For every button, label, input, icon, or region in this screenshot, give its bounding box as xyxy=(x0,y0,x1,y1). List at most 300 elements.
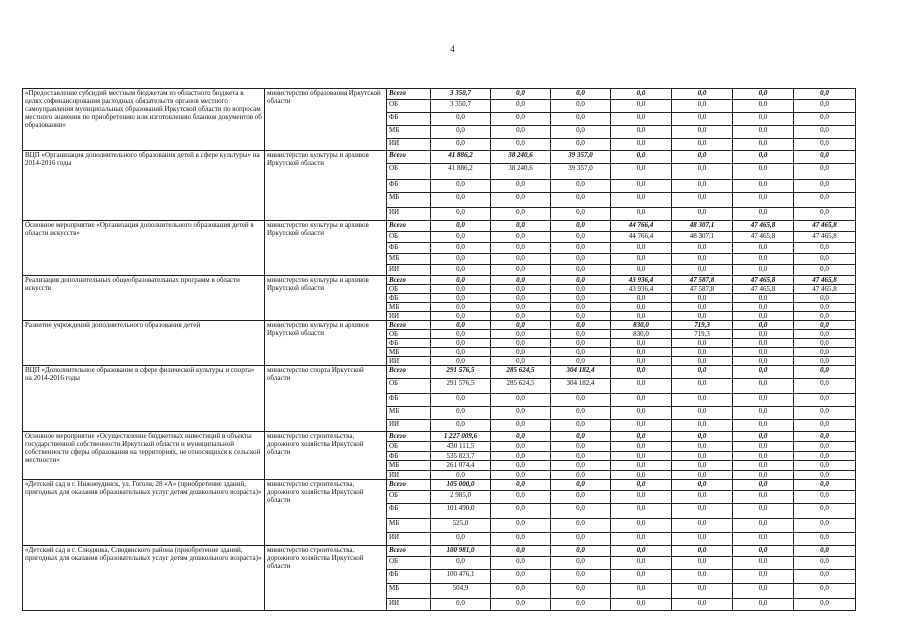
amount-cell: 0,0 xyxy=(551,243,611,254)
amount-cell: 0,0 xyxy=(794,321,856,330)
responsible-executor: министерство строительства, дорожного хозяйства Иркутской области xyxy=(265,432,387,480)
funding-source: ОБ xyxy=(387,557,431,570)
amount-cell: 0,0 xyxy=(491,285,551,294)
amount-cell: 0,0 xyxy=(672,471,733,480)
amount-cell: 0,0 xyxy=(611,570,672,584)
table-row-total xyxy=(23,221,856,232)
amount-cell: 44 766,4 xyxy=(611,221,672,232)
amount-cell: 0,0 xyxy=(611,139,672,151)
amount-cell: 0,0 xyxy=(733,379,794,394)
amount-cell: 0,0 xyxy=(431,339,491,348)
amount-cell: 0,0 xyxy=(794,113,856,126)
amount-cell: 0,0 xyxy=(672,557,733,570)
funding-source: ИИ xyxy=(387,139,431,151)
funding-source: ИИ xyxy=(387,208,431,221)
funding-source: ОБ xyxy=(387,285,431,294)
funding-source: Всего xyxy=(387,432,431,442)
amount-cell: 0,0 xyxy=(794,407,856,420)
amount-cell: 39 357,0 xyxy=(551,164,611,180)
funding-source: Всего xyxy=(387,89,431,100)
amount-cell: 0,0 xyxy=(611,546,672,557)
amount-cell: 0,0 xyxy=(611,243,672,254)
amount-cell: 0,0 xyxy=(491,139,551,151)
amount-cell: 0,0 xyxy=(794,330,856,339)
amount-cell: 0,0 xyxy=(794,480,856,491)
amount-cell: 0,0 xyxy=(491,420,551,432)
amount-cell: 0,0 xyxy=(672,584,733,599)
funding-source: ИИ xyxy=(387,420,431,432)
amount-cell: 0,0 xyxy=(794,265,856,276)
amount-cell: 0,0 xyxy=(551,519,611,533)
amount-cell: 0,0 xyxy=(611,348,672,357)
amount-cell: 0,0 xyxy=(672,461,733,471)
amount-cell: 0,0 xyxy=(733,420,794,432)
table-row-total xyxy=(23,151,856,164)
amount-cell: 0,0 xyxy=(551,254,611,265)
funding-source: ФБ xyxy=(387,504,431,519)
amount-cell: 0,0 xyxy=(551,348,611,357)
amount-cell: 0,0 xyxy=(611,491,672,504)
amount-cell: 3 350,7 xyxy=(431,100,491,113)
amount-cell: 0,0 xyxy=(672,139,733,151)
amount-cell: 0,0 xyxy=(672,113,733,126)
amount-cell: 0,0 xyxy=(794,584,856,599)
amount-cell: 105 000,0 xyxy=(431,480,491,491)
amount-cell: 0,0 xyxy=(611,357,672,366)
amount-cell: 47 465,8 xyxy=(733,232,794,243)
funding-source: МБ xyxy=(387,461,431,471)
amount-cell: 0,0 xyxy=(672,519,733,533)
amount-cell: 0,0 xyxy=(611,452,672,461)
amount-cell: 0,0 xyxy=(794,471,856,480)
amount-cell: 43 936,4 xyxy=(611,276,672,285)
funding-source: ФБ xyxy=(387,394,431,407)
amount-cell: 0,0 xyxy=(431,139,491,151)
amount-cell: 0,0 xyxy=(611,254,672,265)
funding-source: ИИ xyxy=(387,533,431,546)
amount-cell: 0,0 xyxy=(431,303,491,312)
amount-cell: 0,0 xyxy=(551,394,611,407)
amount-cell: 0,0 xyxy=(491,339,551,348)
amount-cell: 0,0 xyxy=(611,461,672,471)
amount-cell: 0,0 xyxy=(733,193,794,208)
amount-cell: 0,0 xyxy=(611,151,672,164)
responsible-executor: министерство спорта Иркутской области xyxy=(265,366,387,432)
amount-cell: 0,0 xyxy=(611,557,672,570)
funding-source: МБ xyxy=(387,254,431,265)
amount-cell: 0,0 xyxy=(491,89,551,100)
amount-cell: 0,0 xyxy=(672,243,733,254)
amount-cell: 0,0 xyxy=(733,312,794,321)
amount-cell: 0,0 xyxy=(611,533,672,546)
amount-cell: 0,0 xyxy=(794,303,856,312)
amount-cell: 0,0 xyxy=(672,394,733,407)
responsible-executor: министерство культуры и архивов Иркутской области xyxy=(265,321,387,366)
amount-cell: 0,0 xyxy=(551,452,611,461)
amount-cell: 0,0 xyxy=(611,407,672,420)
amount-cell: 0,0 xyxy=(431,321,491,330)
amount-cell: 0,0 xyxy=(794,357,856,366)
amount-cell: 0,0 xyxy=(491,546,551,557)
amount-cell: 0,0 xyxy=(672,339,733,348)
amount-cell: 0,0 xyxy=(733,546,794,557)
amount-cell: 0,0 xyxy=(551,546,611,557)
amount-cell: 0,0 xyxy=(733,407,794,420)
amount-cell: 535 823,7 xyxy=(431,452,491,461)
amount-cell: 0,0 xyxy=(794,89,856,100)
amount-cell: 0,0 xyxy=(491,461,551,471)
amount-cell: 0,0 xyxy=(431,471,491,480)
amount-cell: 0,0 xyxy=(431,533,491,546)
table-row-total xyxy=(23,546,856,557)
funding-source: Всего xyxy=(387,151,431,164)
funding-source: Всего xyxy=(387,276,431,285)
amount-cell: 100 981,0 xyxy=(431,546,491,557)
page-number: 4 xyxy=(450,44,455,54)
amount-cell: 0,0 xyxy=(611,303,672,312)
funding-source: ФБ xyxy=(387,452,431,461)
funding-source: ФБ xyxy=(387,113,431,126)
amount-cell: 48 307,1 xyxy=(672,232,733,243)
amount-cell: 0,0 xyxy=(491,100,551,113)
amount-cell: 100 476,1 xyxy=(431,570,491,584)
table-row-total xyxy=(23,89,856,100)
amount-cell: 0,0 xyxy=(551,461,611,471)
amount-cell: 0,0 xyxy=(491,504,551,519)
amount-cell: 0,0 xyxy=(551,232,611,243)
amount-cell: 0,0 xyxy=(551,491,611,504)
amount-cell: 0,0 xyxy=(733,303,794,312)
amount-cell: 0,0 xyxy=(733,480,794,491)
amount-cell: 0,0 xyxy=(431,348,491,357)
amount-cell: 0,0 xyxy=(551,321,611,330)
amount-cell: 0,0 xyxy=(431,407,491,420)
amount-cell: 0,0 xyxy=(672,208,733,221)
table-row-total xyxy=(23,321,856,330)
amount-cell: 304 182,4 xyxy=(551,379,611,394)
amount-cell: 830,0 xyxy=(611,321,672,330)
amount-cell: 0,0 xyxy=(733,208,794,221)
amount-cell: 0,0 xyxy=(672,452,733,461)
amount-cell: 0,0 xyxy=(794,180,856,193)
amount-cell: 0,0 xyxy=(551,330,611,339)
funding-source: ОБ xyxy=(387,100,431,113)
amount-cell: 0,0 xyxy=(672,357,733,366)
amount-cell: 525,0 xyxy=(431,519,491,533)
amount-cell: 0,0 xyxy=(733,294,794,303)
amount-cell: 0,0 xyxy=(794,294,856,303)
amount-cell: 0,0 xyxy=(611,113,672,126)
amount-cell: 0,0 xyxy=(733,432,794,442)
amount-cell: 0,0 xyxy=(794,100,856,113)
funding-source: ФБ xyxy=(387,180,431,193)
responsible-executor: министерство образования Иркутской области xyxy=(265,89,387,151)
amount-cell: 0,0 xyxy=(611,294,672,303)
amount-cell: 0,0 xyxy=(431,394,491,407)
amount-cell: 0,0 xyxy=(733,151,794,164)
activity-description: «Детский сад в г. Нижнеудинск, ул. Гоголя, 28 «А» (приобретение зданий, пригодных для оказания образовательных услуг детям дошкольного возраста)» xyxy=(23,480,265,546)
amount-cell: 0,0 xyxy=(491,533,551,546)
amount-cell: 0,0 xyxy=(551,557,611,570)
amount-cell: 0,0 xyxy=(794,151,856,164)
amount-cell: 0,0 xyxy=(733,321,794,330)
amount-cell: 0,0 xyxy=(733,89,794,100)
amount-cell: 0,0 xyxy=(611,89,672,100)
amount-cell: 0,0 xyxy=(733,126,794,139)
amount-cell: 0,0 xyxy=(491,557,551,570)
amount-cell: 0,0 xyxy=(491,471,551,480)
amount-cell: 0,0 xyxy=(551,339,611,348)
amount-cell: 0,0 xyxy=(611,480,672,491)
amount-cell: 0,0 xyxy=(672,164,733,180)
amount-cell: 0,0 xyxy=(551,113,611,126)
amount-cell: 0,0 xyxy=(672,303,733,312)
amount-cell: 0,0 xyxy=(611,442,672,452)
funding-source: ИИ xyxy=(387,471,431,480)
amount-cell: 0,0 xyxy=(733,339,794,348)
amount-cell: 0,0 xyxy=(794,139,856,151)
amount-cell: 1 227 009,6 xyxy=(431,432,491,442)
amount-cell: 0,0 xyxy=(491,480,551,491)
activity-description: «Предоставление субсидий местным бюджетам из областного бюджета в целях софинансирования расходных обязательств органов местного самоуправления муниципальных образований Иркутской области по вопросам местного значения по приобретению или изготовлению бланков документов об образовании» xyxy=(23,89,265,151)
amount-cell: 47 465,8 xyxy=(794,276,856,285)
amount-cell: 0,0 xyxy=(733,394,794,407)
amount-cell: 0,0 xyxy=(551,89,611,100)
funding-source: ФБ xyxy=(387,570,431,584)
amount-cell: 0,0 xyxy=(491,294,551,303)
amount-cell: 261 074,4 xyxy=(431,461,491,471)
amount-cell: 0,0 xyxy=(611,312,672,321)
amount-cell: 38 240,6 xyxy=(491,164,551,180)
amount-cell: 0,0 xyxy=(611,164,672,180)
amount-cell: 0,0 xyxy=(611,471,672,480)
amount-cell: 0,0 xyxy=(672,570,733,584)
funding-source: ОБ xyxy=(387,164,431,180)
amount-cell: 0,0 xyxy=(551,471,611,480)
amount-cell: 0,0 xyxy=(794,491,856,504)
amount-cell: 0,0 xyxy=(491,599,551,611)
amount-cell: 0,0 xyxy=(611,420,672,432)
amount-cell: 0,0 xyxy=(733,461,794,471)
amount-cell: 0,0 xyxy=(611,504,672,519)
amount-cell: 0,0 xyxy=(794,193,856,208)
amount-cell: 0,0 xyxy=(794,394,856,407)
amount-cell: 0,0 xyxy=(733,471,794,480)
amount-cell: 0,0 xyxy=(672,89,733,100)
funding-source: ОБ xyxy=(387,379,431,394)
amount-cell: 0,0 xyxy=(672,546,733,557)
amount-cell: 0,0 xyxy=(672,599,733,611)
amount-cell: 101 490,0 xyxy=(431,504,491,519)
amount-cell: 0,0 xyxy=(794,432,856,442)
amount-cell: 0,0 xyxy=(611,265,672,276)
activity-description: Реализация дополнительных общеобразовательных программ в области искусств xyxy=(23,276,265,321)
amount-cell: 0,0 xyxy=(794,164,856,180)
amount-cell: 0,0 xyxy=(491,193,551,208)
amount-cell: 41 886,2 xyxy=(431,151,491,164)
amount-cell: 0,0 xyxy=(431,294,491,303)
amount-cell: 0,0 xyxy=(491,452,551,461)
amount-cell: 0,0 xyxy=(551,480,611,491)
amount-cell: 0,0 xyxy=(733,100,794,113)
amount-cell: 0,0 xyxy=(491,276,551,285)
funding-source: МБ xyxy=(387,348,431,357)
amount-cell: 0,0 xyxy=(551,180,611,193)
amount-cell: 0,0 xyxy=(431,126,491,139)
amount-cell: 0,0 xyxy=(672,254,733,265)
amount-cell: 0,0 xyxy=(551,303,611,312)
funding-source: ФБ xyxy=(387,243,431,254)
amount-cell: 504,9 xyxy=(431,584,491,599)
amount-cell: 0,0 xyxy=(611,339,672,348)
amount-cell: 0,0 xyxy=(491,348,551,357)
funding-source: МБ xyxy=(387,407,431,420)
amount-cell: 0,0 xyxy=(672,265,733,276)
amount-cell: 0,0 xyxy=(794,570,856,584)
amount-cell: 0,0 xyxy=(794,208,856,221)
amount-cell: 0,0 xyxy=(733,366,794,379)
amount-cell: 0,0 xyxy=(672,348,733,357)
responsible-executor: министерство культуры и архивов Иркутской области xyxy=(265,151,387,221)
amount-cell: 0,0 xyxy=(794,254,856,265)
amount-cell: 0,0 xyxy=(551,276,611,285)
amount-cell: 0,0 xyxy=(491,519,551,533)
amount-cell: 0,0 xyxy=(794,533,856,546)
amount-cell: 47 587,8 xyxy=(672,276,733,285)
amount-cell: 0,0 xyxy=(733,442,794,452)
amount-cell: 0,0 xyxy=(431,265,491,276)
amount-cell: 0,0 xyxy=(551,432,611,442)
amount-cell: 0,0 xyxy=(794,348,856,357)
funding-source: ФБ xyxy=(387,294,431,303)
amount-cell: 0,0 xyxy=(491,208,551,221)
amount-cell: 0,0 xyxy=(431,312,491,321)
amount-cell: 0,0 xyxy=(431,221,491,232)
funding-source: ОБ xyxy=(387,330,431,339)
funding-source: МБ xyxy=(387,193,431,208)
amount-cell: 0,0 xyxy=(794,546,856,557)
funding-source: Всего xyxy=(387,480,431,491)
amount-cell: 0,0 xyxy=(611,519,672,533)
funding-source: ОБ xyxy=(387,442,431,452)
amount-cell: 0,0 xyxy=(431,254,491,265)
amount-cell: 0,0 xyxy=(733,348,794,357)
funding-source: МБ xyxy=(387,303,431,312)
amount-cell: 0,0 xyxy=(611,100,672,113)
amount-cell: 0,0 xyxy=(491,126,551,139)
amount-cell: 41 886,2 xyxy=(431,164,491,180)
amount-cell: 0,0 xyxy=(611,432,672,442)
amount-cell: 0,0 xyxy=(491,232,551,243)
responsible-executor: министерство культуры и архивов Иркутской области xyxy=(265,276,387,321)
amount-cell: 0,0 xyxy=(431,232,491,243)
amount-cell: 0,0 xyxy=(491,265,551,276)
amount-cell: 0,0 xyxy=(672,366,733,379)
amount-cell: 0,0 xyxy=(611,126,672,139)
amount-cell: 0,0 xyxy=(551,584,611,599)
amount-cell: 0,0 xyxy=(672,294,733,303)
funding-source: ОБ xyxy=(387,232,431,243)
amount-cell: 0,0 xyxy=(431,599,491,611)
amount-cell: 0,0 xyxy=(551,126,611,139)
activity-description: Основное мероприятие «Организация дополнительного образования детей в области искусств» xyxy=(23,221,265,276)
amount-cell: 830,0 xyxy=(611,330,672,339)
amount-cell: 430 111,5 xyxy=(431,442,491,452)
amount-cell: 0,0 xyxy=(672,407,733,420)
amount-cell: 0,0 xyxy=(551,420,611,432)
amount-cell: 0,0 xyxy=(551,294,611,303)
amount-cell: 0,0 xyxy=(794,312,856,321)
amount-cell: 0,0 xyxy=(491,330,551,339)
amount-cell: 0,0 xyxy=(733,533,794,546)
amount-cell: 0,0 xyxy=(611,180,672,193)
amount-cell: 0,0 xyxy=(491,180,551,193)
amount-cell: 0,0 xyxy=(733,504,794,519)
amount-cell: 0,0 xyxy=(794,379,856,394)
amount-cell: 44 766,4 xyxy=(611,232,672,243)
amount-cell: 3 350,7 xyxy=(431,89,491,100)
amount-cell: 0,0 xyxy=(672,100,733,113)
amount-cell: 0,0 xyxy=(611,584,672,599)
amount-cell: 0,0 xyxy=(794,420,856,432)
amount-cell: 0,0 xyxy=(491,432,551,442)
activity-description: ВЦП «Дополнительное образование в сфере физической культуры и спорта» на 2014-2016 годы xyxy=(23,366,265,432)
amount-cell: 0,0 xyxy=(672,151,733,164)
amount-cell: 0,0 xyxy=(672,533,733,546)
amount-cell: 47 465,8 xyxy=(733,221,794,232)
funding-source: Всего xyxy=(387,221,431,232)
amount-cell: 0,0 xyxy=(551,208,611,221)
amount-cell: 0,0 xyxy=(794,126,856,139)
amount-cell: 0,0 xyxy=(733,330,794,339)
amount-cell: 43 936,4 xyxy=(611,285,672,294)
amount-cell: 0,0 xyxy=(491,570,551,584)
amount-cell: 0,0 xyxy=(491,321,551,330)
amount-cell: 2 985,0 xyxy=(431,491,491,504)
funding-source: МБ xyxy=(387,584,431,599)
responsible-executor: министерство строительства, дорожного хозяйства Иркутской области xyxy=(265,546,387,611)
funding-source: ИИ xyxy=(387,312,431,321)
amount-cell: 0,0 xyxy=(733,254,794,265)
amount-cell: 0,0 xyxy=(733,557,794,570)
amount-cell: 304 182,4 xyxy=(551,366,611,379)
amount-cell: 0,0 xyxy=(551,504,611,519)
amount-cell: 0,0 xyxy=(491,491,551,504)
funding-source: Всего xyxy=(387,321,431,330)
amount-cell: 0,0 xyxy=(551,312,611,321)
amount-cell: 0,0 xyxy=(733,113,794,126)
amount-cell: 0,0 xyxy=(733,357,794,366)
activity-description: Основное мероприятие «Осуществление бюджетных инвестиций в объекты государственной собственности Иркутской области и муниципальной собственности сферы образования на территориях, не относящихся к сельской местности» xyxy=(23,432,265,480)
amount-cell: 0,0 xyxy=(491,254,551,265)
funding-source: МБ xyxy=(387,126,431,139)
amount-cell: 38 240,6 xyxy=(491,151,551,164)
amount-cell: 0,0 xyxy=(672,420,733,432)
amount-cell: 0,0 xyxy=(431,420,491,432)
amount-cell: 0,0 xyxy=(672,180,733,193)
amount-cell: 0,0 xyxy=(672,480,733,491)
amount-cell: 0,0 xyxy=(733,139,794,151)
amount-cell: 47 465,8 xyxy=(794,232,856,243)
amount-cell: 285 624,5 xyxy=(491,379,551,394)
table-row-total xyxy=(23,276,856,285)
amount-cell: 285 624,5 xyxy=(491,366,551,379)
amount-cell: 47 465,8 xyxy=(733,276,794,285)
amount-cell: 0,0 xyxy=(733,180,794,193)
amount-cell: 0,0 xyxy=(491,243,551,254)
amount-cell: 47 465,8 xyxy=(794,221,856,232)
amount-cell: 0,0 xyxy=(672,193,733,208)
